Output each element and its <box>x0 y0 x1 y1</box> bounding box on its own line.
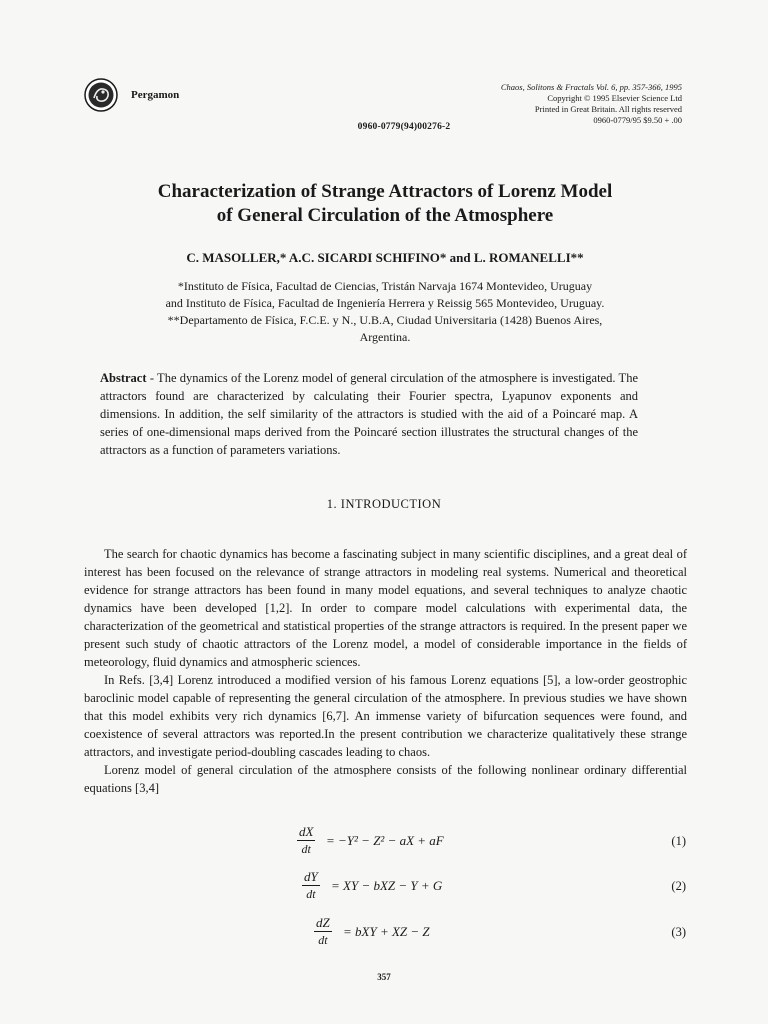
paragraph: Lorenz model of general circulation of the atmosphere consists of the following nonlinear ordinary differential equations [3,4] <box>84 763 687 795</box>
equation-derivative <box>302 869 320 902</box>
paragraph: The search for chaotic dynamics has become a fascinating subject in many scientific disciplines, and a great deal of interest has been focused on the relevance of strange attractors in modeling real systems. Numerical and theoretical evidence for strange attractors has been found in many model equations, and several techniques to analyze chaotic dynamics have been developed [1,2]. In order to compare model calculations with experimental data, the characterization of the geometrical and statistical properties of the strange attractors is required. In the present paper we present such study of chaotic attractors of the Lorenz model, a model of considerable importance in the fields of meteorology, fluid dynamics and atmospheric sciences. <box>84 547 687 669</box>
affiliations <box>90 278 680 346</box>
paragraph: In Refs. [3,4] Lorenz introduced a modified version of his famous Lorenz equations [5], a low-order geostrophic baroclinic model capable of representing the general circulation of the atmosphere. In previous studies we have shown that this model exhibits very rich dynamics [6,7]. An immense variety of bifurcation sequences were found, and coexistence of several attractors was reported.In the present contribution we characterize qualitatively these strange attractors, and investigate period-doubling cascades leading to chaos. <box>84 673 687 759</box>
title-line-2: of General Circulation of the Atmosphere <box>216 205 554 226</box>
derivative-numerator: dZ <box>316 915 330 930</box>
equation-rhs: = bXY + XZ − Z <box>343 924 430 939</box>
title-line-1: Characterization of Strange Attractors of Lorenz Model <box>157 181 613 202</box>
pergamon-logo-icon <box>84 78 118 112</box>
paper-title <box>90 180 680 228</box>
derivative-denominator: dt <box>301 842 311 856</box>
derivative-numerator: dY <box>304 869 318 884</box>
journal-line-3: Printed in Great Britain. All rights reserved <box>534 104 682 114</box>
journal-line-1: Chaos, Solitons & Fractals Vol. 6, pp. 357-366, 1995 <box>500 82 682 92</box>
abstract-label: Abstract <box>100 371 147 385</box>
abstract-text: - The dynamics of the Lorenz model of general circulation of the atmosphere is investigated. The attractors found are characterized by calculating their Fourier spectra, Lyapunov exponents and dimensions. In addition, the self similarity of the attractors is studied with the aid of a Poincaré map. A series of one-dimensional maps derived from the Poincaré section illustrates the structural changes of the attractors as a function of parameters variations. <box>100 371 638 457</box>
derivative-numerator: dX <box>299 824 314 839</box>
doi-code <box>0 122 768 132</box>
equation-1 <box>0 824 768 864</box>
abstract <box>100 369 638 459</box>
publisher-name: Pergamon <box>131 89 180 101</box>
equation-3 <box>0 915 768 955</box>
equation-derivative <box>297 824 315 857</box>
equation-2 <box>0 869 768 909</box>
journal-line-4: 0960-0779/95 $9.50 + .00 <box>593 115 682 125</box>
equation-rhs: = XY − bXZ − Y + G <box>331 878 443 893</box>
equation-derivative <box>314 915 332 948</box>
affiliation-line: and Instituto de Física, Facultad de Ingeniería Herrera y Reissig 565 Montevideo, Uruguay. <box>165 296 605 310</box>
affiliation-line: *Instituto de Física, Facultad de Ciencias, Tristán Narvaja 1674 Montevideo, Uruguay <box>177 279 593 293</box>
affiliation-line: **Departamento de Física, F.C.E. y N., U.B.A, Ciudad Universitaria (1428) Buenos Aires, <box>167 313 603 327</box>
body-text <box>84 545 687 797</box>
journal-citation <box>501 82 682 126</box>
author-list: C. MASOLLER,* A.C. SICARDI SCHIFINO* and L. ROMANELLI** <box>186 250 584 265</box>
equation-number: (3) <box>671 925 686 939</box>
journal-line-2: Copyright © 1995 Elsevier Science Ltd <box>547 93 682 103</box>
equation-number: (1) <box>671 834 686 848</box>
doi-text: 0960-0779(94)00276-2 <box>357 122 451 132</box>
equation-number: (2) <box>671 879 686 893</box>
page-number: 357 <box>377 972 391 982</box>
equation-rhs: = −Y² − Z² − aX + aF <box>326 833 444 848</box>
section-heading: 1. INTRODUCTION <box>326 497 442 511</box>
derivative-denominator: dt <box>318 933 328 947</box>
derivative-denominator: dt <box>306 887 316 901</box>
affiliation-line: Argentina. <box>359 330 411 344</box>
